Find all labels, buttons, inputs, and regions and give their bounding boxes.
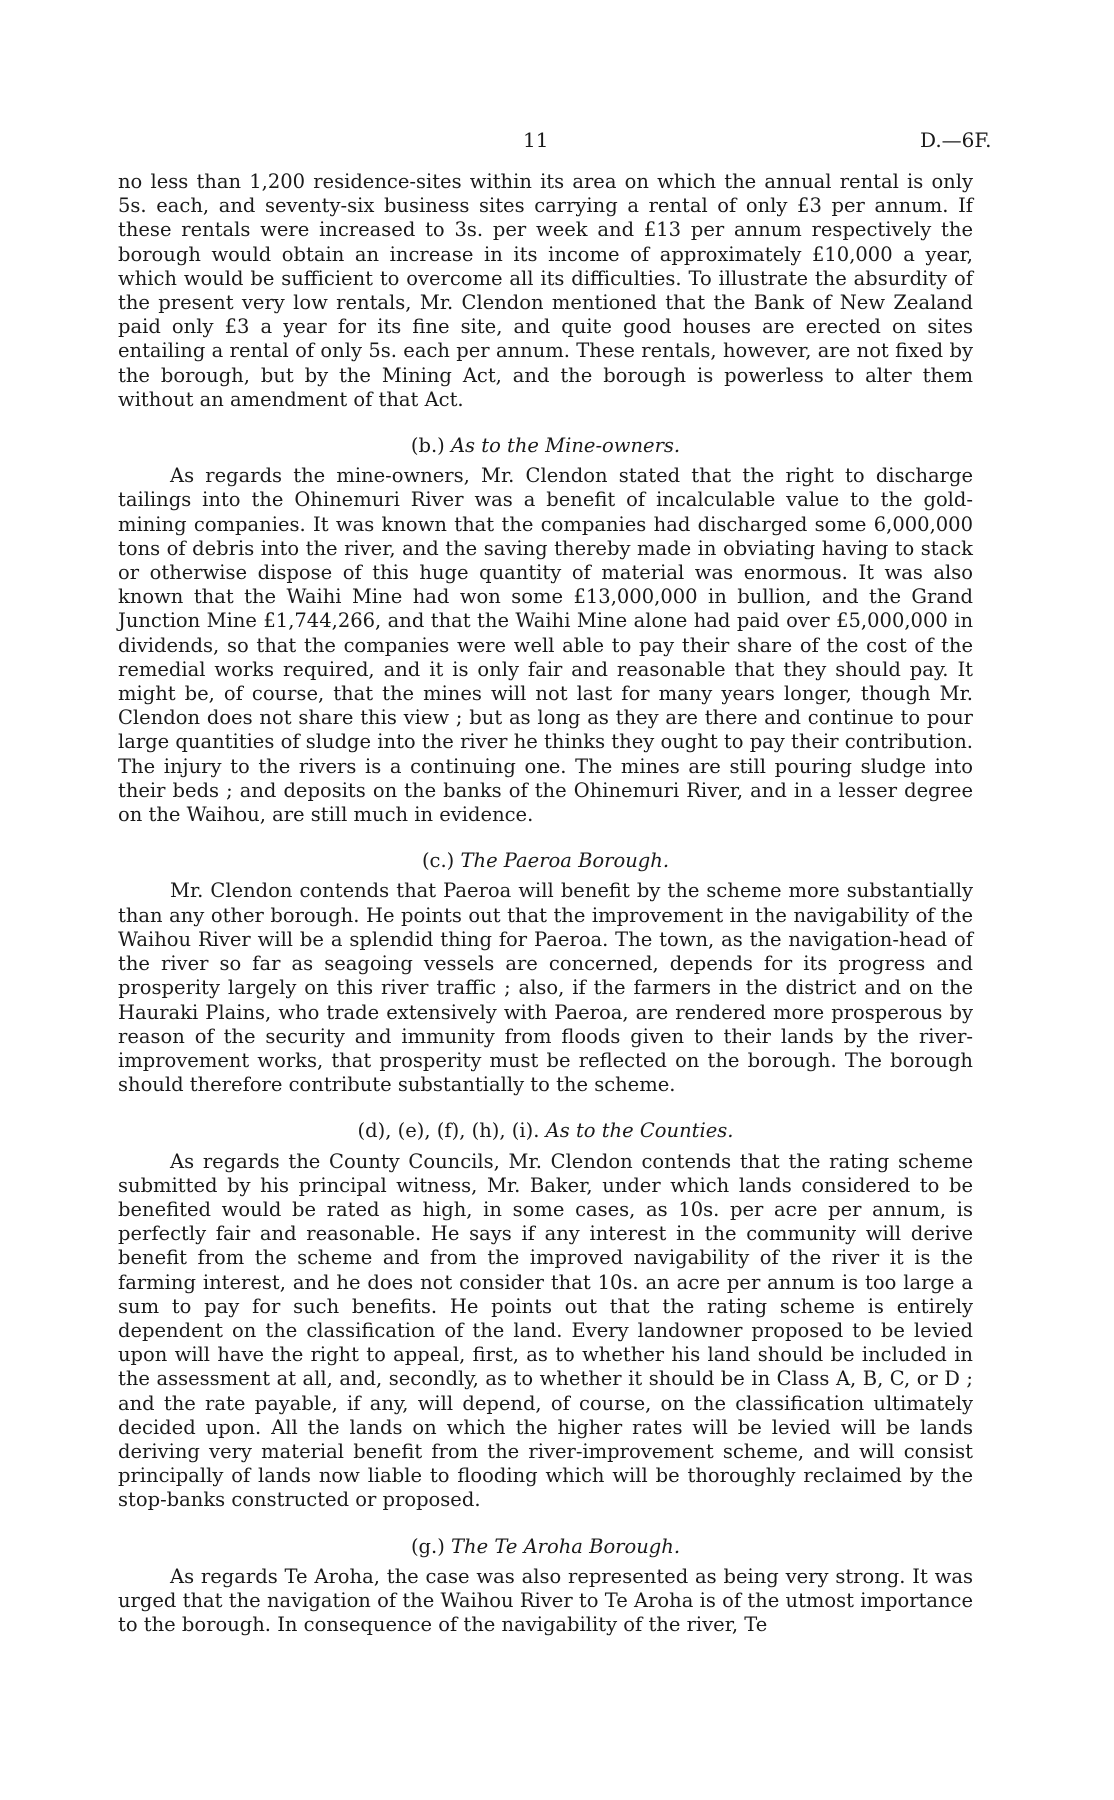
paragraph-te-aroha: As regards Te Aroha, the case was also represented as being very strong. It was urged that the navigation of the Waihou River to Te Aroha is of the utmost importance to the borough. In consequence of the navigability of the river, Te (118, 1564, 973, 1637)
paragraph-counties: As regards the County Councils, Mr. Clendon contends that the rating scheme submitted by his principal witness, Mr. Baker, under which lands considered to be benefited would be rated as high, in some cases, as 10s. per acre per annum, is perfectly fair and reasonable. He says if any interest in the community will derive benefit from the scheme and from the improved navigability of the river it is the farming interest, and he does not consider that 10s. an acre per annum is too large a sum to pay for such benefits. He points out that the rating scheme is entirely dependent on the classification of the land. Every landowner proposed to be levied upon will have the right to appeal, first, as to whether his land should be included in the assessment at all, and, secondly, as to whether it should be in Class A, B, C, or D ; and the rate payable, if any, will depend, of course, on the classification ultimately decided upon. All the lands on which the higher rates will be levied will be lands deriving very material benefit from the river-improvement scheme, and will consist principally of lands now liable to flooding which will be thoroughly reclaimed by the stop-banks constructed or proposed. (118, 1149, 973, 1512)
page-header (0, 128, 1114, 154)
section-prefix: (g.) (410, 1534, 445, 1558)
section-title: As to the Counties. (545, 1119, 734, 1143)
paragraph-mine-owners: As regards the mine-owners, Mr. Clendon stated that the right to discharge tailings into the Ohinemuri River was a benefit of incalculable value to the gold-mining companies. It was known that the companies had discharged some 6,000,000 tons of debris into the river, and the saving thereby made in obviating having to stack or otherwise dispose of this huge quantity of material was enormous. It was also known that the Waihi Mine had won some £13,000,000 in bullion, and the Grand Junction Mine £1,744,266, and that the Waihi Mine alone had paid over £5,000,000 in dividends, so that the companies were well able to pay their share of the cost of the remedial works required, and it is only fair and reasonable that they should pay. It might be, of course, that the mines will not last for many years longer, though Mr. Clendon does not share this view ; but as long as they are there and continue to pour large quantities of sludge into the river he thinks they ought to pay their contribution. The injury to the rivers is a continuing one. The mines are still pouring sludge into their beds ; and deposits on the banks of the Ohinemuri River, and in a lesser degree on the Waihou, are still much in evidence. (118, 464, 973, 827)
paragraph-continued: no less than 1,200 residence-sites within its area on which the annual rental is only 5s. each, and seventy-six business sites carrying a rental of only £3 per annum. If these rentals were increased to 3s. per week and £13 per annum respectively the borough would obtain an increase in its income of approximately £10,000 a year, which would be sufficient to overcome all its difficulties. To illustrate the absurdity of the present very low rentals, Mr. Clendon mentioned that the Bank of New Zealand paid only £3 a year for its fine site, and quite good houses are erected on sites entailing a rental of only 5s. each per annum. These rentals, however, are not fixed by the borough, but by the Mining Act, and the borough is powerless to alter them without an amendment of that Act. (118, 170, 973, 411)
section-heading-d (118, 1119, 973, 1143)
page-number: 11 (523, 128, 549, 152)
section-heading-g (118, 1535, 973, 1559)
section-prefix: (b.) (410, 434, 445, 458)
section-heading-c (118, 849, 973, 873)
section-title: The Paeroa Borough. (460, 849, 670, 873)
section-title: As to the Mine-owners. (450, 434, 681, 458)
paragraph-paeroa: Mr. Clendon contends that Paeroa will benefit by the scheme more substantially than any other borough. He points out that the improvement in the navigability of the Waihou River will be a splendid thing for Paeroa. The town, as the navigation-head of the river so far as seagoing vessels are concerned, depends for its progress and prosperity largely on this river traffic ; also, if the farmers in the district and on the Hauraki Plains, who trade extensively with Paeroa, are rendered more prosperous by reason of the security and immunity from floods given to their lands by the river-improvement works, that prosperity must be reflected on the borough. The borough should therefore contribute substantially to the scheme. (118, 879, 973, 1097)
body-text (118, 170, 973, 1637)
document-reference: D.—6F. (920, 128, 992, 152)
section-prefix: (d), (e), (f), (h), (i). (357, 1119, 540, 1143)
section-title: The Te Aroha Borough. (451, 1534, 681, 1558)
section-prefix: (c.) (421, 849, 455, 873)
section-heading-b (118, 434, 973, 458)
